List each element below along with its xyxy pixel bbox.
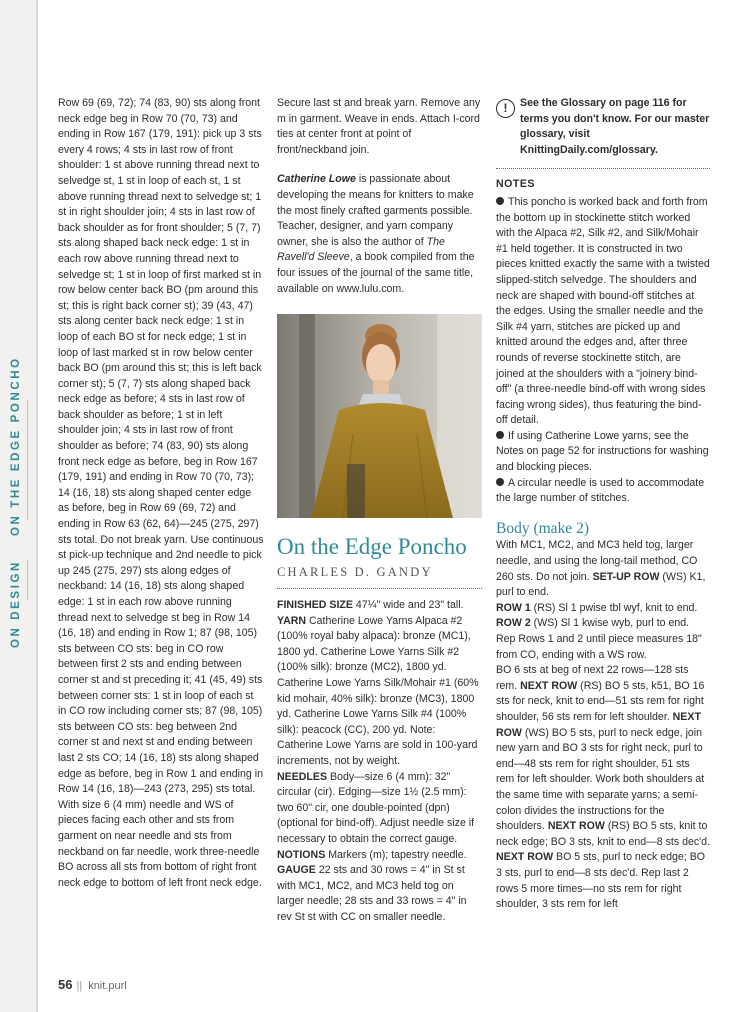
bio-text-end: , a book compiled from the four issues of the journal of the same title, available on www.lulu.com. bbox=[277, 251, 475, 295]
spec-value: 47¼" wide and 23" tall. bbox=[352, 599, 464, 611]
notes-heading: NOTES bbox=[496, 178, 535, 191]
body-heading: Body (make 2) bbox=[496, 519, 589, 537]
column-middle bbox=[277, 96, 482, 297]
column-right bbox=[496, 96, 710, 913]
repeat-instruction: Rep Rows 1 and 2 until piece measures 18" from CO, ending with a WS row. bbox=[496, 633, 702, 661]
section-label-upper: ON THE EDGE PONCHO bbox=[10, 356, 22, 536]
bio-name: Catherine Lowe bbox=[277, 173, 356, 186]
bio-text: is passionate about developing the means for knitters to make the most finely crafted garments possible. Teacher, designer, and yarn company owner, she is also the author of bbox=[277, 173, 474, 248]
spec-notions bbox=[277, 848, 482, 864]
spec-gauge bbox=[277, 863, 482, 925]
note-item: If using Catherine Lowe yarns, see the Notes on page 52 for instructions for washing and blocking pieces. bbox=[496, 429, 709, 474]
note-item: A circular needle is used to accommodate the large number of stitches. bbox=[496, 476, 705, 505]
spec-value: Catherine Lowe Yarns Alpaca #2 (100% royal baby alpaca): bronze (MC1), 1800 yd. Catherine Lowe Yarns Silk #2 (100% silk): bronze (MC2), 1800 yd. Catherine Lowe Yarns Silk/Mohair #1 (60% kid mohair, 40% silk): bronze (MC3), 1800 yd. Catherine Lowe Yarns Silk #4 (100% silk): peacock (CC), 200 yd. Note: Catherine Lowe Yarns are sold in 100-yard increments, not by weight. bbox=[277, 614, 479, 767]
pattern-designer: CHARLES D. GANDY bbox=[277, 565, 433, 579]
bullet-icon bbox=[496, 478, 504, 486]
shaping-instructions: BO 6 sts at beg of next 22 rows—128 sts rem. NEXT ROW (RS) BO 5 sts, k51, BO 16 sts for neck, knit to end—51 sts rem for right shoulder, 56 sts rem for left shoulder. NEXT ROW (WS) BO 5 sts, purl to neck edge, join new yarn and BO 3 sts for right neck, purl to end—48 sts rem for right shoulder, 51 sts rem for left shoulder. Work both shoulders at the same time with separate yarns; a semi-colon divides the instructions for the shoulders. NEXT ROW (RS) BO 5 sts, knit to neck edge; BO 3 sts, knit to end—8 sts dec'd. NEXT ROW BO 5 sts, purl to neck edge; BO 3 sts, purl to end—8 sts dec'd. Rep last 2 rows 5 more times—no sts rem for right shoulder, 3 sts rem for left bbox=[496, 664, 711, 911]
spec-yarn bbox=[277, 614, 482, 770]
row-1-instruction: ROW 1 (RS) Sl 1 pwise tbl wyf, knit to end. bbox=[496, 601, 698, 614]
section-label-lower: ON DESIGN bbox=[10, 560, 22, 648]
bullet-icon bbox=[496, 431, 504, 439]
title-divider bbox=[277, 588, 482, 589]
page-number: 56 bbox=[58, 977, 73, 992]
spec-value: Markers (m); tapestry needle. bbox=[325, 848, 467, 861]
designer-bio bbox=[277, 172, 482, 297]
spec-label: YARN bbox=[277, 614, 307, 627]
column-left bbox=[58, 96, 264, 891]
pattern-instructions-continued: Row 69 (69, 72); 74 (83, 90) sts along front neck edge beg in Row 70 (70, 73) and ending in Row 167 (179, 191): pick up 3 sts every 4 rows; 4 sts in last row of front shoulder: 1 st above running thread next to selvedge st, 1 st in loop of each st, 1 st above running thread next to selvedge st; 1 st in right shoulder join; 4 sts in last row of back shoulder as for front shoulder; 5 (7, 7) sts along shaped back neck edge: 1 st in each row above running thread next to selvedge st; 1 st in loop of first marked st in row below center back BO (pm around this st; this is right back corner st); 39 (43, 47) sts along center back neck edge: 1 st in loop of each BO st for neck edge; 1 st in loop of last marked st in row below center back BO (pm around this st; this is left back corner st); 5 (7, 7) sts along shaped back neck edge as before; 4 sts in last row of back shoulder as before; 1 st in left shoulder join; 4 sts in last row of front shoulder as before; 74 (83, 90) sts along front neck edge as before, beg in Row 167 (179, 191) and ending in Row 70 (70, 73); 14 (16, 18) sts along shaped center edge as before, beg in Row 69 (69, 72) and ending in Row 63 (62, 64)—245 (275, 297) sts total. Do not break yarn. Use continuous st pick-up technique and 2nd needle to pick up 245 (275, 297) sts along edges of neckband: 14 (16, 18) sts along shaped edge: 1 st in each row above running thread next to selvedge st beg in Row 14 (16, 18) and ending in Row 1; 87 (98, 105) sts between CO sts: beg in CO row between first 2 sts and ending between corner st and st preceding it; 41 (45, 49) sts between corner sts: 1 st in loop of each st in CO row including corner sts; 87 (98, 105) sts between CO sts: beg between 2nd corner st and next st and ending between last 2 sts CO; 14 (16, 18) sts along shaped edge as before, beg in Row 1 and ending in Row 14 (16, 18)—243 (273, 295) sts total. With size 6 (4 mm) needle and WS of pieces facing each other and sts from garment on near needle and sts from neckband on far needle, work three-needle BO across all sts from bottom of right front neck edge to bottom of left front neck edge. bbox=[58, 97, 264, 889]
spec-needles bbox=[277, 770, 482, 848]
spec-value: Body—size 6 (4 mm): 32" circular (cir). Edging—size 1½ (2.5 mm): two 60" cir, one double-pointed (dpn) (optional for bind-off). Adjust needle size if necessary to obtain the correct gauge. bbox=[277, 770, 475, 845]
row-2-instruction: ROW 2 (WS) Sl 1 kwise wyb, purl to end. bbox=[496, 617, 690, 630]
pattern-specs bbox=[277, 598, 482, 925]
glossary-text: See the Glossary on page 116 for terms you don't know. For our master glossary, visit KnittingDaily.com/glossary. bbox=[520, 97, 710, 156]
footer-separator: || bbox=[76, 980, 83, 992]
sidebar-rule-lower bbox=[27, 560, 28, 600]
bio-book-title: The Ravell'd Sleeve bbox=[277, 235, 445, 264]
spec-value: 22 sts and 30 rows = 4" in St st with MC1, MC2, and MC3 held tog on larger needle; 28 sts and 33 rows = 4" in rev St st with CC on smaller needle. bbox=[277, 864, 467, 923]
model-photo bbox=[277, 314, 482, 518]
spec-label: NOTIONS bbox=[277, 848, 326, 861]
publication-name: knit.purl bbox=[88, 980, 127, 992]
model-photo-illustration bbox=[277, 314, 482, 518]
finishing-text: Secure last st and break yarn. Remove any m in garment. Weave in ends. Attach I-cord ties at center front at point of front/neckband join. bbox=[277, 97, 481, 156]
spec-label: NEEDLES bbox=[277, 770, 328, 783]
notes-divider bbox=[496, 168, 710, 169]
spec-label: FINISHED SIZE bbox=[277, 599, 353, 611]
body-instructions-intro: With MC1, MC2, and MC3 held tog, larger needle, and using the long-tail method, CO 260 sts. Do not join. SET-UP ROW (WS) K1, purl to end. bbox=[496, 539, 706, 599]
exclamation-icon: ! bbox=[496, 99, 515, 118]
spec-finished-size bbox=[277, 598, 482, 614]
page-footer bbox=[58, 977, 127, 992]
pattern-title: On the Edge Poncho bbox=[277, 534, 467, 559]
spec-label: GAUGE bbox=[277, 864, 316, 877]
sidebar-rule-upper bbox=[27, 400, 28, 520]
note-item: This poncho is worked back and forth from the bottom up in stockinette stitch worked with the Alpaca #2, Silk #2, and Silk/Mohair #1 held together. It is constructed in two pieces knitted exactly the same with a twisted slipped-stitch selvedge. The shoulders and neck are shaped with bound-off stitches at the edges. Using the smaller needle and the Silk #4 yarn, stitches are picked up and knitted around the edges and, after three rounds of reverse stockinette stitch, are joined at the shoulders with a "joinery bind-off" (a three-needle bind-off with wrong sides facing wrong sides), thus featuring the bind-off detail. bbox=[496, 195, 710, 427]
glossary-callout bbox=[496, 96, 710, 158]
bullet-icon bbox=[496, 197, 504, 205]
